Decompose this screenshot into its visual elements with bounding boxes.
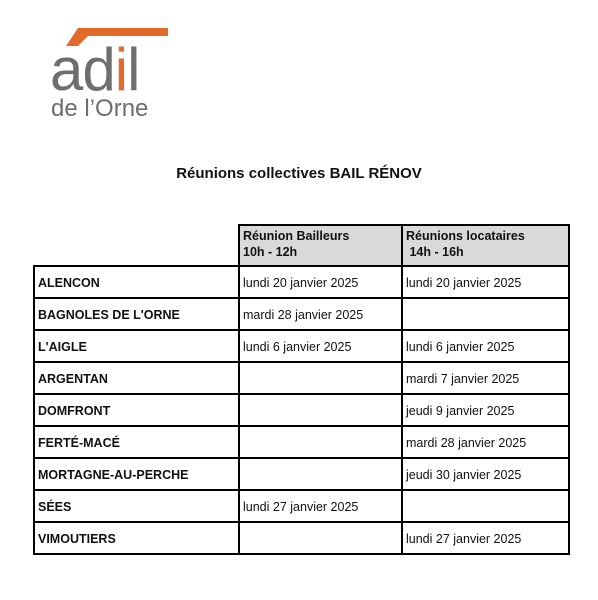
- locataires-date-cell: lundi 27 janvier 2025: [402, 522, 569, 554]
- bailleurs-date-cell: mardi 28 janvier 2025: [239, 298, 402, 330]
- locataires-date-cell: jeudi 9 janvier 2025: [402, 394, 569, 426]
- header-bailleurs-time: 10h - 12h: [243, 245, 298, 259]
- table-row: [34, 490, 569, 522]
- locataires-date-cell: mardi 28 janvier 2025: [402, 426, 569, 458]
- header-bailleurs: [239, 225, 402, 266]
- city-cell: VIMOUTIERS: [34, 522, 239, 554]
- locataires-date-cell: [402, 298, 569, 330]
- logo-wordmark-suffix: l: [127, 36, 140, 103]
- header-locataires-label: Réunions locataires: [406, 229, 525, 243]
- locataires-date-cell: [402, 490, 569, 522]
- logo-subtitle: de l’Orne: [51, 95, 149, 122]
- table-header-row: [34, 225, 569, 266]
- logo-wordmark-prefix: ad: [50, 36, 115, 103]
- bailleurs-date-cell: [239, 394, 402, 426]
- adil-logo: [50, 22, 180, 122]
- bailleurs-date-cell: lundi 6 janvier 2025: [239, 330, 402, 362]
- table-row: [34, 426, 569, 458]
- logo-wordmark: [50, 36, 140, 103]
- city-cell: SÉES: [34, 490, 239, 522]
- bailleurs-date-cell: [239, 426, 402, 458]
- header-blank-cell: [34, 225, 239, 266]
- bailleurs-date-cell: lundi 20 janvier 2025: [239, 266, 402, 298]
- table-row: [34, 330, 569, 362]
- city-cell: MORTAGNE-AU-PERCHE: [34, 458, 239, 490]
- header-bailleurs-label: Réunion Bailleurs: [243, 229, 350, 243]
- city-cell: FERTÉ-MACÉ: [34, 426, 239, 458]
- locataires-date-cell: mardi 7 janvier 2025: [402, 362, 569, 394]
- city-cell: BAGNOLES DE L'ORNE: [34, 298, 239, 330]
- table-row: [34, 362, 569, 394]
- city-cell: ALENCON: [34, 266, 239, 298]
- city-cell: L'AIGLE: [34, 330, 239, 362]
- bailleurs-date-cell: lundi 27 janvier 2025: [239, 490, 402, 522]
- header-locataires: [402, 225, 569, 266]
- meetings-table: [33, 224, 570, 555]
- bailleurs-date-cell: [239, 362, 402, 394]
- bailleurs-date-cell: [239, 522, 402, 554]
- table-row: [34, 458, 569, 490]
- city-cell: DOMFRONT: [34, 394, 239, 426]
- locataires-date-cell: lundi 20 janvier 2025: [402, 266, 569, 298]
- locataires-date-cell: lundi 6 janvier 2025: [402, 330, 569, 362]
- table-row: [34, 266, 569, 298]
- document-title: Réunions collectives BAIL RÉNOV: [176, 165, 422, 182]
- table-row: [34, 394, 569, 426]
- table-row: [34, 522, 569, 554]
- city-cell: ARGENTAN: [34, 362, 239, 394]
- header-locataires-time: 14h - 16h: [406, 245, 464, 259]
- table-row: [34, 298, 569, 330]
- bailleurs-date-cell: [239, 458, 402, 490]
- logo-wordmark-accent: i: [114, 36, 128, 103]
- locataires-date-cell: jeudi 30 janvier 2025: [402, 458, 569, 490]
- table-body: [34, 266, 569, 554]
